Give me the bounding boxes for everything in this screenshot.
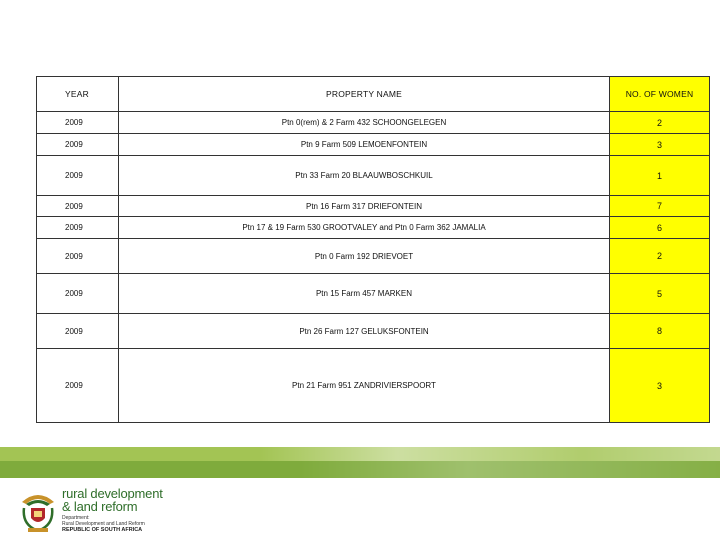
footer-band-dark [0,461,720,478]
table-header-row [37,77,710,112]
cell-women: 2 [610,112,710,134]
table-row [37,349,710,423]
cell-year: 2009 [37,156,119,196]
cell-year: 2009 [37,196,119,217]
cell-property: Ptn 16 Farm 317 DRIEFONTEIN [119,196,610,217]
cell-property: Ptn 9 Farm 509 LEMOENFONTEIN [119,134,610,156]
cell-year: 2009 [37,112,119,134]
cell-year: 2009 [37,274,119,314]
header-property-name: PROPERTY NAME [119,77,610,112]
cell-property: Ptn 0(rem) & 2 Farm 432 SCHOONGELEGEN [119,112,610,134]
header-no-of-women: NO. OF WOMEN [610,77,710,112]
cell-year: 2009 [37,134,119,156]
women-beneficiaries-table [36,76,710,423]
department-name: Rural Development and Land Reform [62,521,145,527]
cell-property: Ptn 26 Farm 127 GELUKSFONTEIN [119,314,610,349]
cell-women: 2 [610,239,710,274]
department-label: Department: [62,515,90,521]
table-row [37,156,710,196]
cell-year: 2009 [37,349,119,423]
footer-band-light [0,447,720,461]
brand-title-line1: rural development [62,486,163,501]
department-brand [62,487,163,534]
table-row [37,112,710,134]
table-row [37,239,710,274]
header-year: YEAR [37,77,119,112]
country-name: REPUBLIC OF SOUTH AFRICA [62,527,143,533]
table-row [37,217,710,239]
cell-year: 2009 [37,217,119,239]
cell-women: 5 [610,274,710,314]
cell-women: 7 [610,196,710,217]
cell-year: 2009 [37,314,119,349]
coat-of-arms-icon [16,486,60,534]
cell-property: Ptn 33 Farm 20 BLAAUWBOSCHKUIL [119,156,610,196]
cell-property: Ptn 21 Farm 951 ZANDRIVIERSPOORT [119,349,610,423]
cell-year: 2009 [37,239,119,274]
cell-women: 6 [610,217,710,239]
table-row [37,134,710,156]
table-row [37,314,710,349]
cell-property: Ptn 17 & 19 Farm 530 GROOTVALEY and Ptn 0 Farm 362 JAMALIA [119,217,610,239]
brand-title-line2: & land reform [62,499,138,514]
cell-women: 3 [610,134,710,156]
table-row [37,196,710,217]
cell-women: 1 [610,156,710,196]
cell-women: 3 [610,349,710,423]
cell-women: 8 [610,314,710,349]
cell-property: Ptn 0 Farm 192 DRIEVOET [119,239,610,274]
cell-property: Ptn 15 Farm 457 MARKEN [119,274,610,314]
table-row [37,274,710,314]
